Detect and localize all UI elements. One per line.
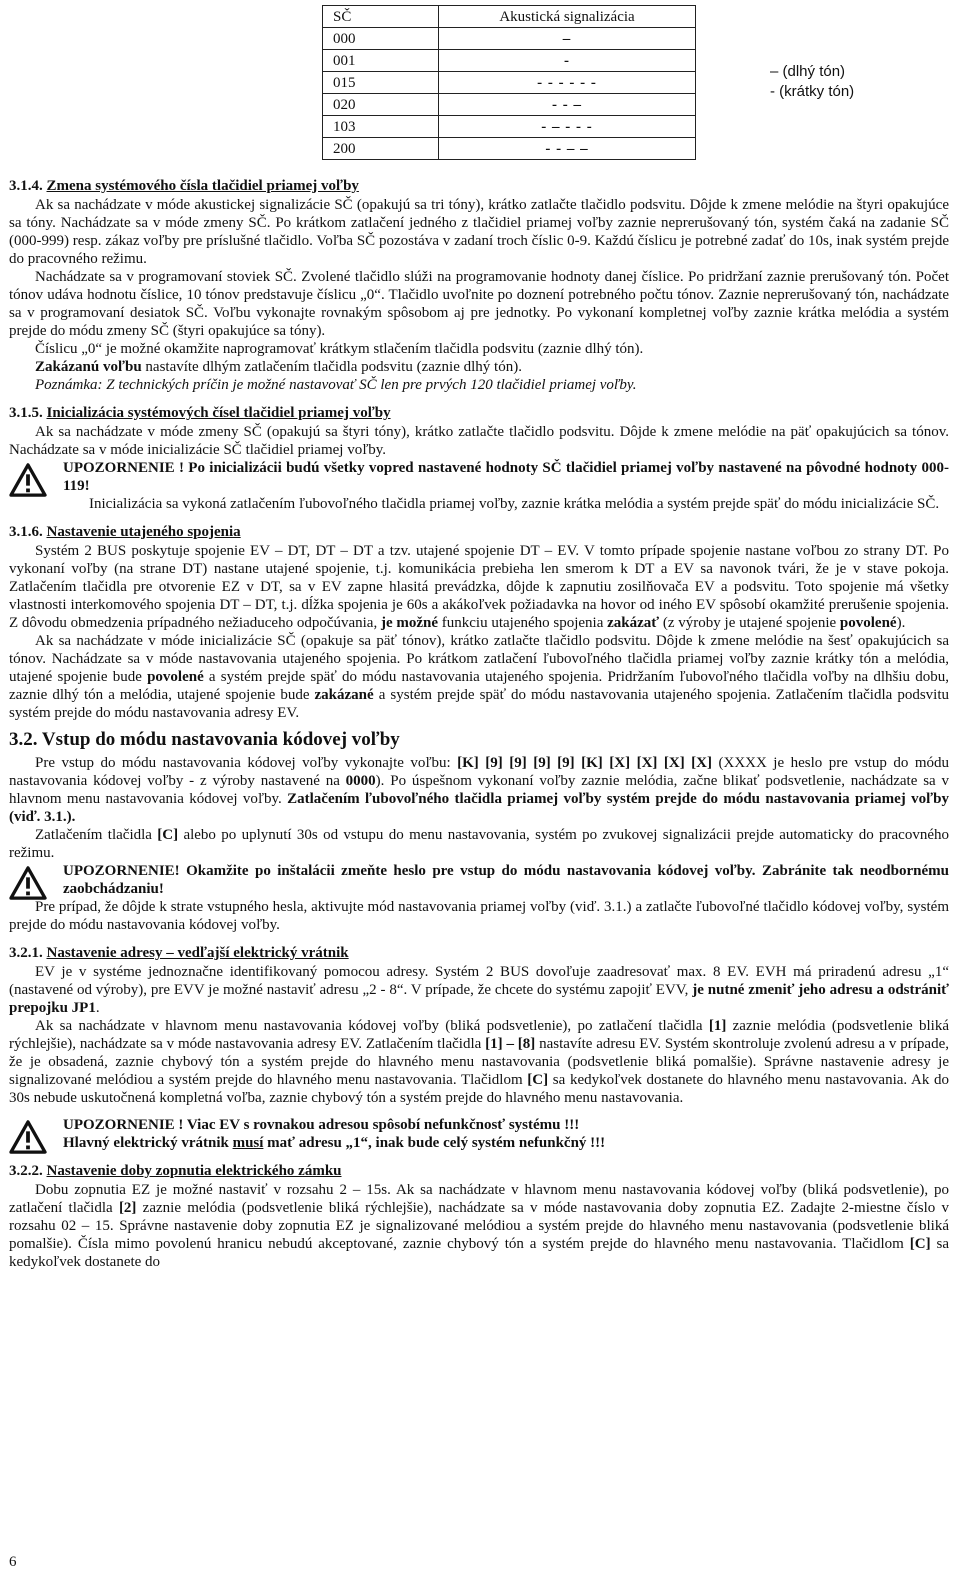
table-row	[323, 94, 696, 116]
warning-icon	[9, 866, 47, 900]
section-heading-3-2-1: 3.2.1. Nastavenie adresy – vedľajší elektrický vrátnik	[9, 945, 349, 961]
page-number: 6	[9, 1554, 17, 1570]
paragraph: Pre vstup do módu nastavovania kódovej voľby vykonajte voľbu: [K] [9] [9] [9] [9] [K] [X] [X] [X] [X] (XXXX je heslo pre vstup do módu nastavovania kódovej voľby - z výroby nastavené na 0000). Po úspešnom vykonaní voľby zaznie melódia, začne blikať podsvetlenie, nachádzate sa v hlavnom menu nastavovania kódovej voľby. Zatlačením ľubovoľného tlačidla priamej voľby systém prejde do módu nastavovania priamej voľby (viď. 3.1.).	[9, 755, 950, 825]
table-cell-pattern: - – - - -	[439, 116, 696, 138]
note: Poznámka: Z technických príčin je možné nastavovať SČ len pre prvých 120 tlačidiel priamej voľby.	[35, 377, 637, 393]
table-row	[323, 72, 696, 94]
section-heading-3-2: 3.2. Vstup do módu nastavovania kódovej voľby	[9, 729, 400, 750]
table-cell-code: 001	[323, 50, 439, 72]
section-heading-3-2-2: 3.2.2. Nastavenie doby zopnutia elektrického zámku	[9, 1163, 342, 1179]
table-cell-pattern: - - - - - -	[439, 72, 696, 94]
warning-text: UPOZORNENIE ! Viac EV s rovnakou adresou spôsobí nefunkčnosť systému !!!	[63, 1117, 580, 1133]
paragraph: EV je v systéme jednoznačne identifikovaný pomocou adresy. Systém 2 BUS dovoľuje zaadresovať max. 8 EV. EVH má priradenú adresu „1“ (nastavené od výroby), pre EVV je možné nastaviť adresu „2 - 8“. V prípade, že chcete do systému zapojiť EVV, je nutné zmeniť jeho adresu a odstrániť prepojku JP1.	[9, 964, 950, 1016]
paragraph: Číslicu „0“ je možné okamžite naprogramovať krátkym stlačením tlačidla podsvitu (zaznie dlhý tón).	[35, 341, 644, 357]
column-header-sc: SČ	[323, 6, 439, 28]
paragraph: Dobu zopnutia EZ je možné nastaviť v rozsahu 2 – 15s. Ak sa nachádzate v hlavnom menu nastavovania kódovej voľby (bliká podsvetlenie), po zatlačení tlačidla [2] zaznie melódia (podsvetlenie bliká rýchlejšie), nachádzate sa v móde nastavovania doby zopnutia EZ. Zadajte 2-miestne číslo v rozsahu 02 – 15. Správne nastavenie doby zopnutia EZ je signalizované melódiou a systém prejde do hlavného menu nastavovania (podsvetlenie bliká pomalšie). Čísla mimo povolenú hranicu nebudú akceptované, zaznie chybový tón a systém prejde do hlavného menu nastavovania. Tlačidlom [C] sa kedykoľvek dostanete do	[9, 1182, 950, 1270]
paragraph: Inicializácia sa vykoná zatlačením ľubovoľného tlačidla priamej voľby, zaznie krátka melódia a systém prejde späť do módu inicializácie SČ.	[89, 496, 940, 512]
warning-block	[9, 459, 949, 513]
paragraph: Pre prípad, že dôjde k strate vstupného hesla, aktivujte mód nastavovania priamej voľby (viď. 3.1.) a zatlačte ľubovoľné tlačidlo kódovej voľby, systém prejde do módu nastavovania kódovej voľby.	[9, 899, 949, 933]
table-row	[323, 116, 696, 138]
table-cell-pattern: –	[439, 28, 696, 50]
table-cell-pattern: - - – –	[439, 138, 696, 160]
warning-text: UPOZORNENIE! Okamžite po inštalácii zmeňte heslo pre vstup do módu nastavovania kódovej voľby. Zabránite tak neodbornému zaobchádzaniu!	[63, 863, 949, 897]
warning-text: UPOZORNENIE ! Po inicializácii budú všetky vopred nastavené hodnoty SČ tlačidiel priamej voľby nastavené na pôvodné hodnoty 000-119!	[63, 460, 949, 494]
section-heading-3-1-5: 3.1.5. Inicializácia systémových čísel tlačidiel priamej voľby	[9, 405, 391, 421]
legend-long-tone: – (dlhý tón)	[770, 63, 846, 80]
warning-text: Hlavný elektrický vrátnik musí mať adresu „1“, inak bude celý systém nefunkčný !!!	[63, 1135, 606, 1151]
table-cell-code: 015	[323, 72, 439, 94]
table-row	[323, 50, 696, 72]
table-row	[323, 28, 696, 50]
paragraph: Nachádzate sa v programovaní stoviek SČ. Zvolené tlačidlo slúži na programovanie hodnoty danej číslice. Po pridržaní zaznie prerušovaný tón. Počet tónov udáva hodnotu číslice, 10 tónov predstavuje číslicu „0“. Tlačidlo uvoľnite po doznení potrebného počtu tónov. Zaznie neprerušovaný tón, nachádzate sa v programovaní desiatok SČ. Voľbu vykonajte rovnakým spôsobom aj pre jednotky. Po vykonaní kompletnej voľby zaznie krátka melódia a systém prejde do módu zmeny SČ (štyri opakujúce sa tóny).	[9, 269, 949, 339]
paragraph: Ak sa nachádzate v móde inicializácie SČ (opakuje sa päť tónov), krátko zatlačte tlačidlo podsvitu. Dôjde k zmene melódie na šesť opakujúcich sa tónov. Nachádzate sa v móde nastavovania utajeného spojenia. Po krátkom zatlačení ľubovoľného tlačidla priamej voľby zaznie krátky tón a melódia, utajené spojenie bude povolené a systém prejde späť do módu nastavovania utajeného spojenia. Pridržaním ľubovoľného tlačidla voľby na dlhšiu dobu, zaznie dlhý tón a melódia, utajené spojenie bude zakázané a systém prejde späť do módu nastavovania utajeného spojenia. Zatlačením tlačidla podsvitu systém prejde do módu nastavovania adresy EV.	[9, 633, 949, 721]
warning-block	[9, 1116, 949, 1152]
paragraph: Zatlačením tlačidla [C] alebo po uplynutí 30s od vstupu do menu nastavovania, systém po zvukovej signalizácii prejde automaticky do pracovného režimu.	[9, 827, 949, 861]
tone-legend	[770, 62, 854, 102]
paragraph: Ak sa nachádzate v hlavnom menu nastavovania kódovej voľby (bliká podsvetlenie), po zatlačení tlačidla [1] zaznie melódia (podsvetlenie bliká rýchlejšie), nachádzate sa v móde nastavovania adresy EV. Zatlačením tlačidla [1] – [8] nastavíte adresu EV. Systém skontroluje zvolenú adresu a v prípade, že je obsadená, zaznie chybový tón a systém prejde do hlavného menu nastavovania (podsvetlenie bliká pomalšie). Správne nastavenie adresy je signalizované melódiou a systém prejde do hlavného menu nastavovania. Tlačidlom [C] sa kedykoľvek dostanete do hlavného menu nastavovania. Ak do 30s nebude uskutočnená kompletná voľba, zaznie chybový tón a systém prejde do hlavného menu nastavovania.	[9, 1018, 949, 1106]
section-heading-3-1-4: 3.1.4. Zmena systémového čísla tlačidiel priamej voľby	[9, 178, 359, 194]
warning-block	[9, 862, 949, 898]
table-cell-pattern: - - –	[439, 94, 696, 116]
document-body	[9, 176, 949, 1271]
section-heading-3-1-6: 3.1.6. Nastavenie utajeného spojenia	[9, 524, 241, 540]
signal-table	[322, 5, 696, 160]
paragraph: Zakázanú voľbu nastavíte dlhým zatlačením tlačidla podsvitu (zaznie dlhý tón).	[35, 359, 522, 375]
warning-icon	[9, 463, 47, 497]
table-cell-code: 000	[323, 28, 439, 50]
table-cell-code: 020	[323, 94, 439, 116]
table-cell-pattern: -	[439, 50, 696, 72]
paragraph: Ak sa nachádzate v móde akustickej signalizácie SČ (opakujú sa tri tóny), krátko zatlačte tlačidlo podsvitu. Dôjde k zmene melódie na štyri opakujúce sa tóny. Nachádzate sa v móde zmeny SČ. Po krátkom zatlačení jedného z tlačidiel priamej voľby zaznie neprerušovaný tón, systém čaká na zadanie SČ (000-999) resp. zákaz voľby pre príslušné tlačidlo. Voľba SČ pozostáva v zadaní troch číslic 0-9. Každú číslicu je potrebné zadať do 10s, inak systém prejde do pracovného režimu.	[9, 197, 949, 267]
warning-icon	[9, 1120, 47, 1154]
table-cell-code: 200	[323, 138, 439, 160]
legend-short-tone: - (krátky tón)	[770, 83, 855, 100]
table-header-row	[323, 6, 696, 28]
table-row	[323, 138, 696, 160]
column-header-signal: Akustická signalizácia	[439, 6, 696, 28]
table-cell-code: 103	[323, 116, 439, 138]
paragraph: Systém 2 BUS poskytuje spojenie EV – DT, DT – DT a tzv. utajené spojenie DT – EV. V tomto prípade spojenie nastane voľbou zo strany DT. Po vykonaní voľby (na strane DT) nastane utajené spojenie, t.j. komunikácia prebieha len smerom k DT a EV sa navonok tvári, že je v stave pokoja. Zatlačením tlačidla pre otvorenie EZ v DT, sa v EV zapne hlasitá prevádzka, dôjde k zapnutiu zosilňovača EV a podsvitu. Toto spojenie má všetky vlastnosti interkomového spojenia DT – DT, t.j. dĺžka spojenia je 60s a akákoľvek požiadavka na hovor od iného EV spôsobí okamžité prerušenie spojenia. Z dôvodu obmedzenia prípadného nežiaduceho odpočúvania, je možné funkciu utajeného spojenia zakázať (z výroby je utajené spojenie povolené).	[9, 543, 949, 631]
paragraph: Ak sa nachádzate v móde zmeny SČ (opakujú sa štyri tóny), krátko zatlačte tlačidlo podsvitu. Dôjde k zmene melódie na päť opakujúcich sa tónov. Nachádzate sa v móde inicializácie SČ tlačidiel priamej voľby.	[9, 424, 949, 458]
